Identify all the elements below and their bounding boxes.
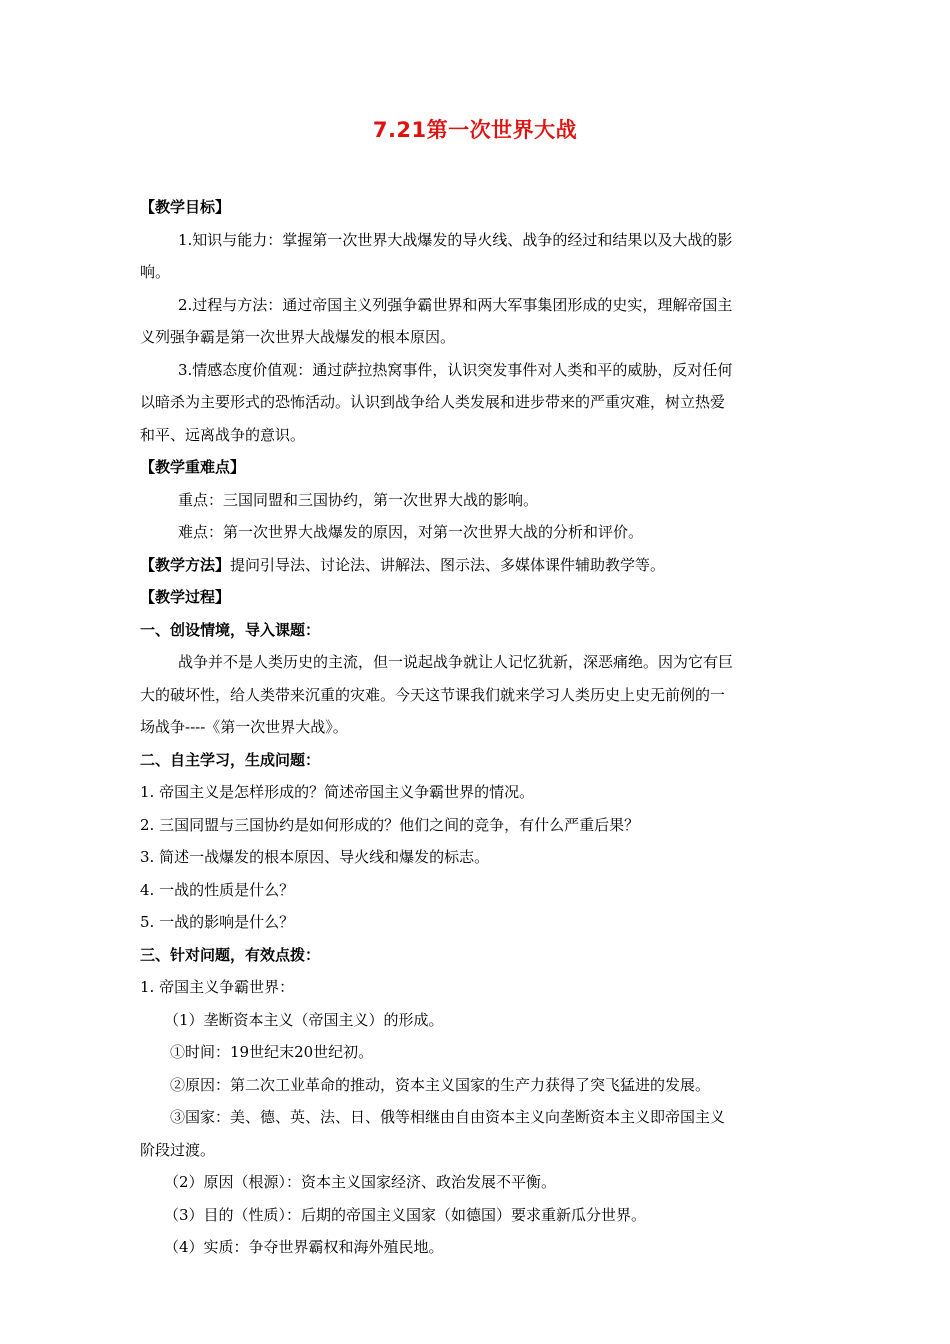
step-1-line-1: 战争并不是人类历史的主流，但一说起战争就让人记忆犹新，深恶痛绝。因为它有巨 xyxy=(178,653,734,671)
section-heading-process: 【教学过程】 xyxy=(140,588,231,606)
point-1-3: （3）目的（性质）：后期的帝国主义国家（如德国）要求重新瓜分世界。 xyxy=(164,1205,647,1224)
goal-3-line-1: 3.情感态度价值观：通过萨拉热窝事件，认识突发事件对人类和平的威胁，反对任何 xyxy=(178,360,733,379)
goal-3-line-3: 和平、远离战争的意识。 xyxy=(140,425,306,444)
goal-1-line-2: 响。 xyxy=(140,263,171,281)
step-2-heading: 二、自主学习，生成问题： xyxy=(140,750,321,769)
document-body xyxy=(140,191,810,1264)
key-point-line: 重点：三国同盟和三国协约，第一次世界大战的影响。 xyxy=(178,490,539,509)
point-1-2: （2）原因（根源）：资本主义国家经济、政治发展不平衡。 xyxy=(164,1173,557,1191)
point-1-1-a: ①时间：19世纪末20世纪初。 xyxy=(170,1043,374,1061)
method-line xyxy=(140,549,810,582)
step-1-line-3: 场战争----《第一次世界大战》。 xyxy=(140,718,348,736)
point-1-1: （1）垄断资本主义（帝国主义）的形成。 xyxy=(164,1010,444,1029)
goal-2-line-1: 2.过程与方法：通过帝国主义列强争霸世界和两大军事集团形成的史实，理解帝国主 xyxy=(178,295,733,314)
step-1-line-2: 大的破坏性，给人类带来沉重的灾难。今天这节课我们就来学习人类历史上史无前例的一 xyxy=(140,685,726,704)
section-heading-method: 【教学方法】 xyxy=(140,555,231,574)
goal-3-line-2: 以暗杀为主要形式的恐怖活动。认识到战争给人类发展和进步带来的严重灾难，树立热爱 xyxy=(140,393,726,411)
goal-2-line-2: 义列强争霸是第一次世界大战爆发的根本原因。 xyxy=(140,328,456,346)
point-1-1-c-line-2: 阶段过渡。 xyxy=(140,1140,216,1159)
point-1-1-c-line-1: ③国家：美、德、英、法、日、俄等相继由自由资本主义向垄断资本主义即帝国主义 xyxy=(170,1108,726,1126)
difficult-point-line: 难点：第一次世界大战爆发的原因，对第一次世界大战的分析和评价。 xyxy=(178,523,644,541)
section-heading-key-points: 【教学重难点】 xyxy=(140,458,246,476)
goal-1-line-1: 1.知识与能力：掌握第一次世界大战爆发的导火线、战争的经过和结果以及大战的影 xyxy=(178,230,733,249)
question-2: 2. 三国同盟与三国协约是如何形成的？他们之间的竞争，有什么严重后果？ xyxy=(140,815,640,834)
question-5: 5. 一战的影响是什么？ xyxy=(140,913,295,931)
document-title: 7.21第一次世界大战 xyxy=(372,118,578,142)
question-3: 3. 简述一战爆发的根本原因、导火线和爆发的标志。 xyxy=(140,848,490,866)
method-text: 提问引导法、讨论法、讲解法、图示法、多媒体课件辅助教学等。 xyxy=(230,555,666,574)
step-1-heading: 一、创设情境，导入课题： xyxy=(140,620,321,639)
point-1-4: （4）实质：争夺世界霸权和海外殖民地。 xyxy=(164,1238,444,1256)
point-1: 1. 帝国主义争霸世界： xyxy=(140,978,295,996)
point-1-1-b: ②原因：第二次工业革命的推动，资本主义国家的生产力获得了突飞猛进的发展。 xyxy=(170,1075,711,1094)
step-3-heading: 三、针对问题，有效点拨： xyxy=(140,945,321,964)
question-4: 4. 一战的性质是什么？ xyxy=(140,880,295,899)
section-heading-goals: 【教学目标】 xyxy=(140,198,231,216)
question-1: 1. 帝国主义是怎样形成的？简述帝国主义争霸世界的情况。 xyxy=(140,783,535,801)
